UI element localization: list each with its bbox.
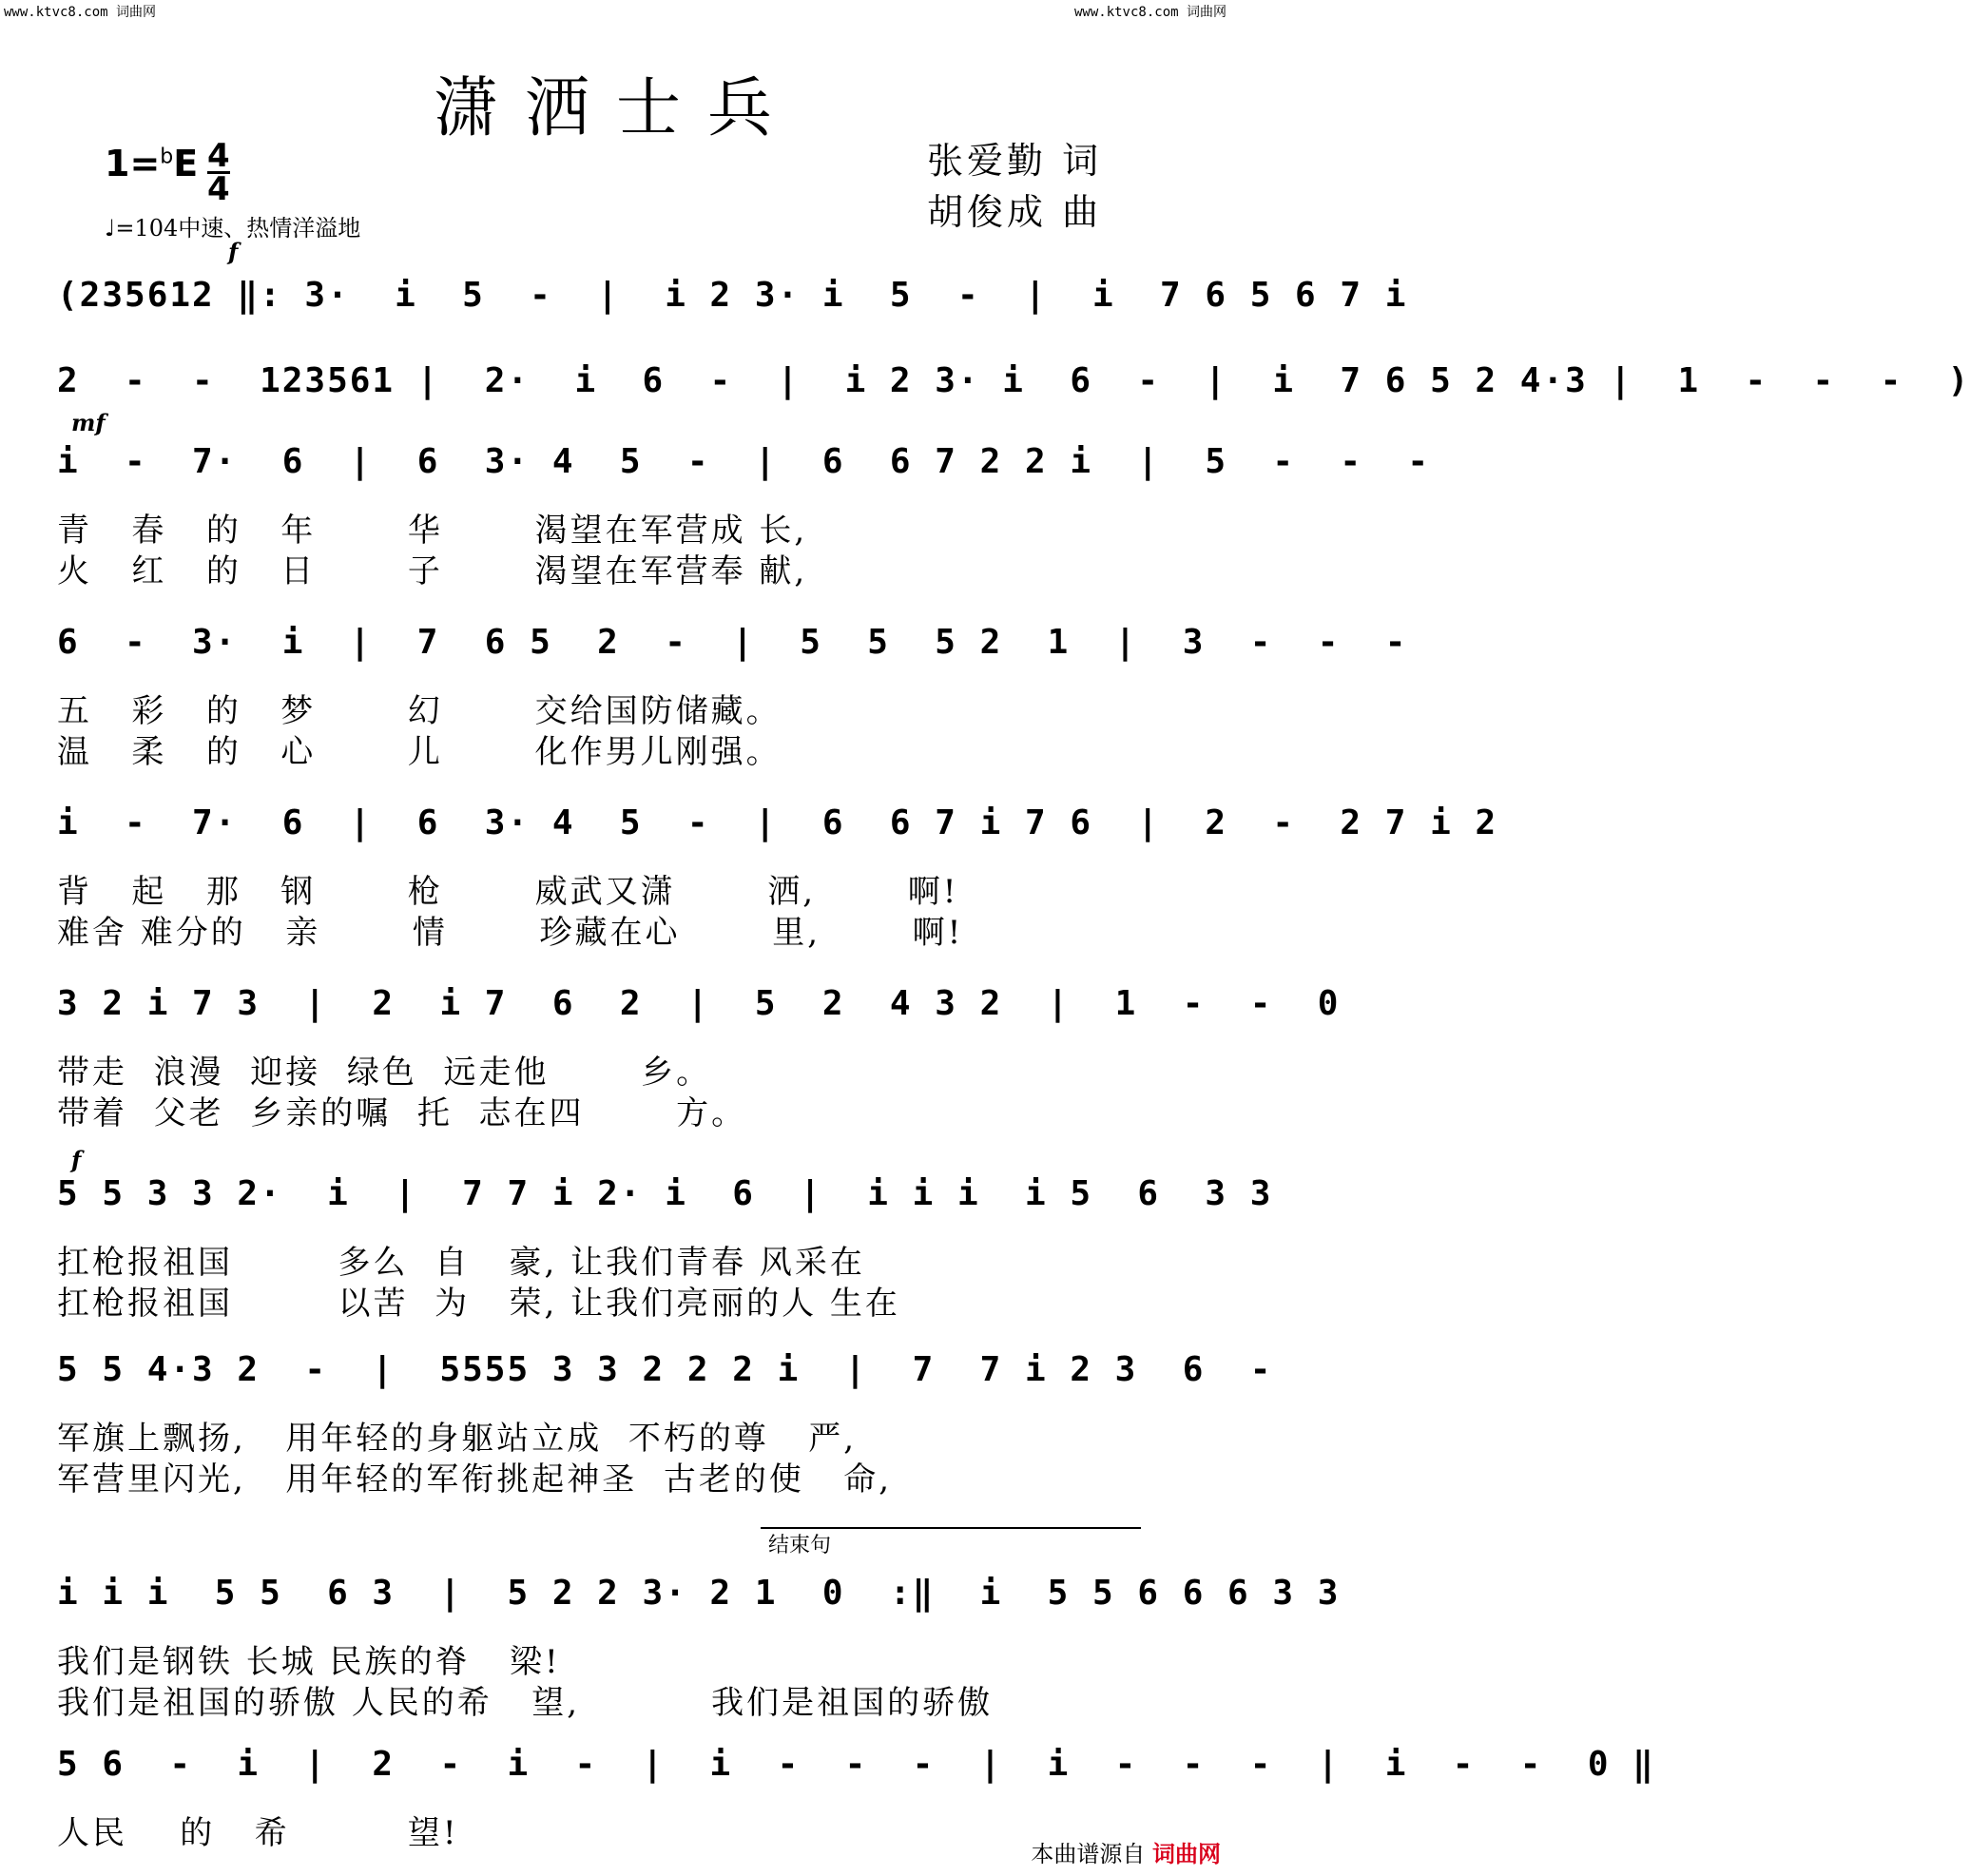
lyrics-system-6-verse-1: 带走 浪漫 迎接 绿色 远走他 乡。: [57, 1054, 712, 1092]
dynamic-mezzoforte: mf: [71, 409, 106, 436]
notes-system-2: 2 - - 123561 | 2· i 6 - | i 2 3· i 6 - | i 7 6 5 2 4·3 | 1 - - - ): [57, 361, 1970, 400]
meter-bottom: 4: [207, 170, 230, 208]
key-signature: [105, 143, 198, 184]
notes-system-4: 6 - 3· i | 7 6 5 2 - | 5 5 5 2 1 | 3 - - -: [57, 623, 1408, 662]
dynamic-forte-2: f: [71, 1146, 82, 1173]
notes-system-8: 5 5 4·3 2 - | 5555 3 3 2 2 2 i | 7 7 i 2 3 6 -: [57, 1350, 1273, 1389]
lyrics-system-3-verse-2: 火 红 的 日 子 渴望在军营奉 献,: [57, 552, 808, 590]
notes-system-6: 3 2 i 7 3 | 2 i 7 6 2 | 5 2 4 3 2 | 1 - - 0: [57, 984, 1341, 1023]
staff-system-5: [57, 803, 1498, 956]
staff-system-8: [57, 1350, 1273, 1502]
ending-bracket-line: [761, 1527, 1141, 1529]
footer-site-link[interactable]: 词曲网: [1152, 1840, 1221, 1867]
lyrics-system-5-verse-1: 背 起 那 钢 枪 威武又潇 洒, 啊!: [57, 873, 959, 911]
staff-system-7: [57, 1174, 1273, 1326]
staff-system-3: [57, 442, 1431, 594]
footer-prefix: 本曲谱源自: [1031, 1841, 1146, 1867]
key-flat: b: [160, 145, 174, 169]
lyrics-system-6-verse-2: 带着 父老 乡亲的嘱 托 志在四 方。: [57, 1094, 747, 1132]
staff-system-10: [57, 1745, 1655, 1852]
ending-label: 结束句: [768, 1534, 832, 1557]
staff-system-1: [57, 276, 1408, 342]
lyrics-system-9-verse-1: 我们是钢铁 长城 民族的脊 梁!: [57, 1643, 561, 1681]
watermark-right: www.ktvc8.com 词曲网: [1073, 5, 1226, 20]
staff-system-2: [57, 361, 1970, 428]
staff-system-6: [57, 984, 1341, 1136]
lyrics-system-4-verse-1: 五 彩 的 梦 幻 交给国防储藏。: [57, 692, 782, 730]
meter-top: 4: [207, 137, 230, 175]
time-signature: [207, 137, 230, 208]
notes-system-7: 5 5 3 3 2· i | 7 7 i 2· i 6 | i i i i 5 6 3 3: [57, 1174, 1273, 1213]
key-prefix: 1=: [105, 143, 161, 184]
source-footer: [1031, 1835, 1221, 1868]
lyricist-credit: 张爱勤 词: [927, 140, 1103, 182]
staff-system-9: [57, 1574, 1341, 1726]
notes-system-10: 5 6 - i | 2 - i - | i - - - | i - - - | i - - 0 ‖: [57, 1745, 1655, 1784]
lyrics-system-7-verse-2: 扛枪报祖国 以苦 为 荣, 让我们亮丽的人 生在: [57, 1285, 900, 1323]
notes-system-3: i - 7· 6 | 6 3· 4 5 - | 6 6 7 2 2 i | 5 - - -: [57, 442, 1431, 481]
lyrics-system-8-verse-2: 军营里闪光, 用年轻的军衔挑起神圣 古老的使 命,: [57, 1460, 893, 1499]
tempo-marking: ♩=104中速、热情洋溢地: [105, 215, 361, 242]
notes-system-9: i i i 5 5 6 3 | 5 2 2 3· 2 1 0 :‖ i 5 5 6 6 6 3 3: [57, 1574, 1341, 1613]
staff-system-4: [57, 623, 1408, 775]
notes-system-1: (235612 ‖: 3· i 5 - | i 2 3· i 5 - | i 7 6 5 6 7 i: [57, 276, 1408, 315]
lyrics-system-3-verse-1: 青 春 的 年 华 渴望在军营成 长,: [57, 512, 808, 550]
dynamic-forte-1: f: [228, 238, 239, 265]
key-note: E: [173, 143, 199, 184]
lyrics-system-8-verse-1: 军旗上飘扬, 用年轻的身躯站立成 不朽的尊 严,: [57, 1420, 858, 1458]
notes-system-5: i - 7· 6 | 6 3· 4 5 - | 6 6 7 i 7 6 | 2 - 2 7 i 2: [57, 803, 1498, 842]
lyrics-system-5-verse-2: 难舍 难分的 亲 情 珍藏在心 里, 啊!: [57, 914, 964, 952]
lyrics-system-7-verse-1: 扛枪报祖国 多么 自 豪, 让我们青春 风采在: [57, 1244, 865, 1282]
watermark-left: www.ktvc8.com 词曲网: [4, 5, 157, 20]
composer-credit: 胡俊成 曲: [927, 191, 1103, 233]
lyrics-system-4-verse-2: 温 柔 的 心 儿 化作男儿刚强。: [57, 733, 782, 771]
song-title: 潇洒士兵: [433, 71, 799, 146]
lyrics-system-9-verse-2: 我们是祖国的骄傲 人民的希 望, 我们是祖国的骄傲: [57, 1684, 994, 1722]
lyrics-system-10-verse-1: 人民 的 希 望!: [57, 1814, 459, 1852]
